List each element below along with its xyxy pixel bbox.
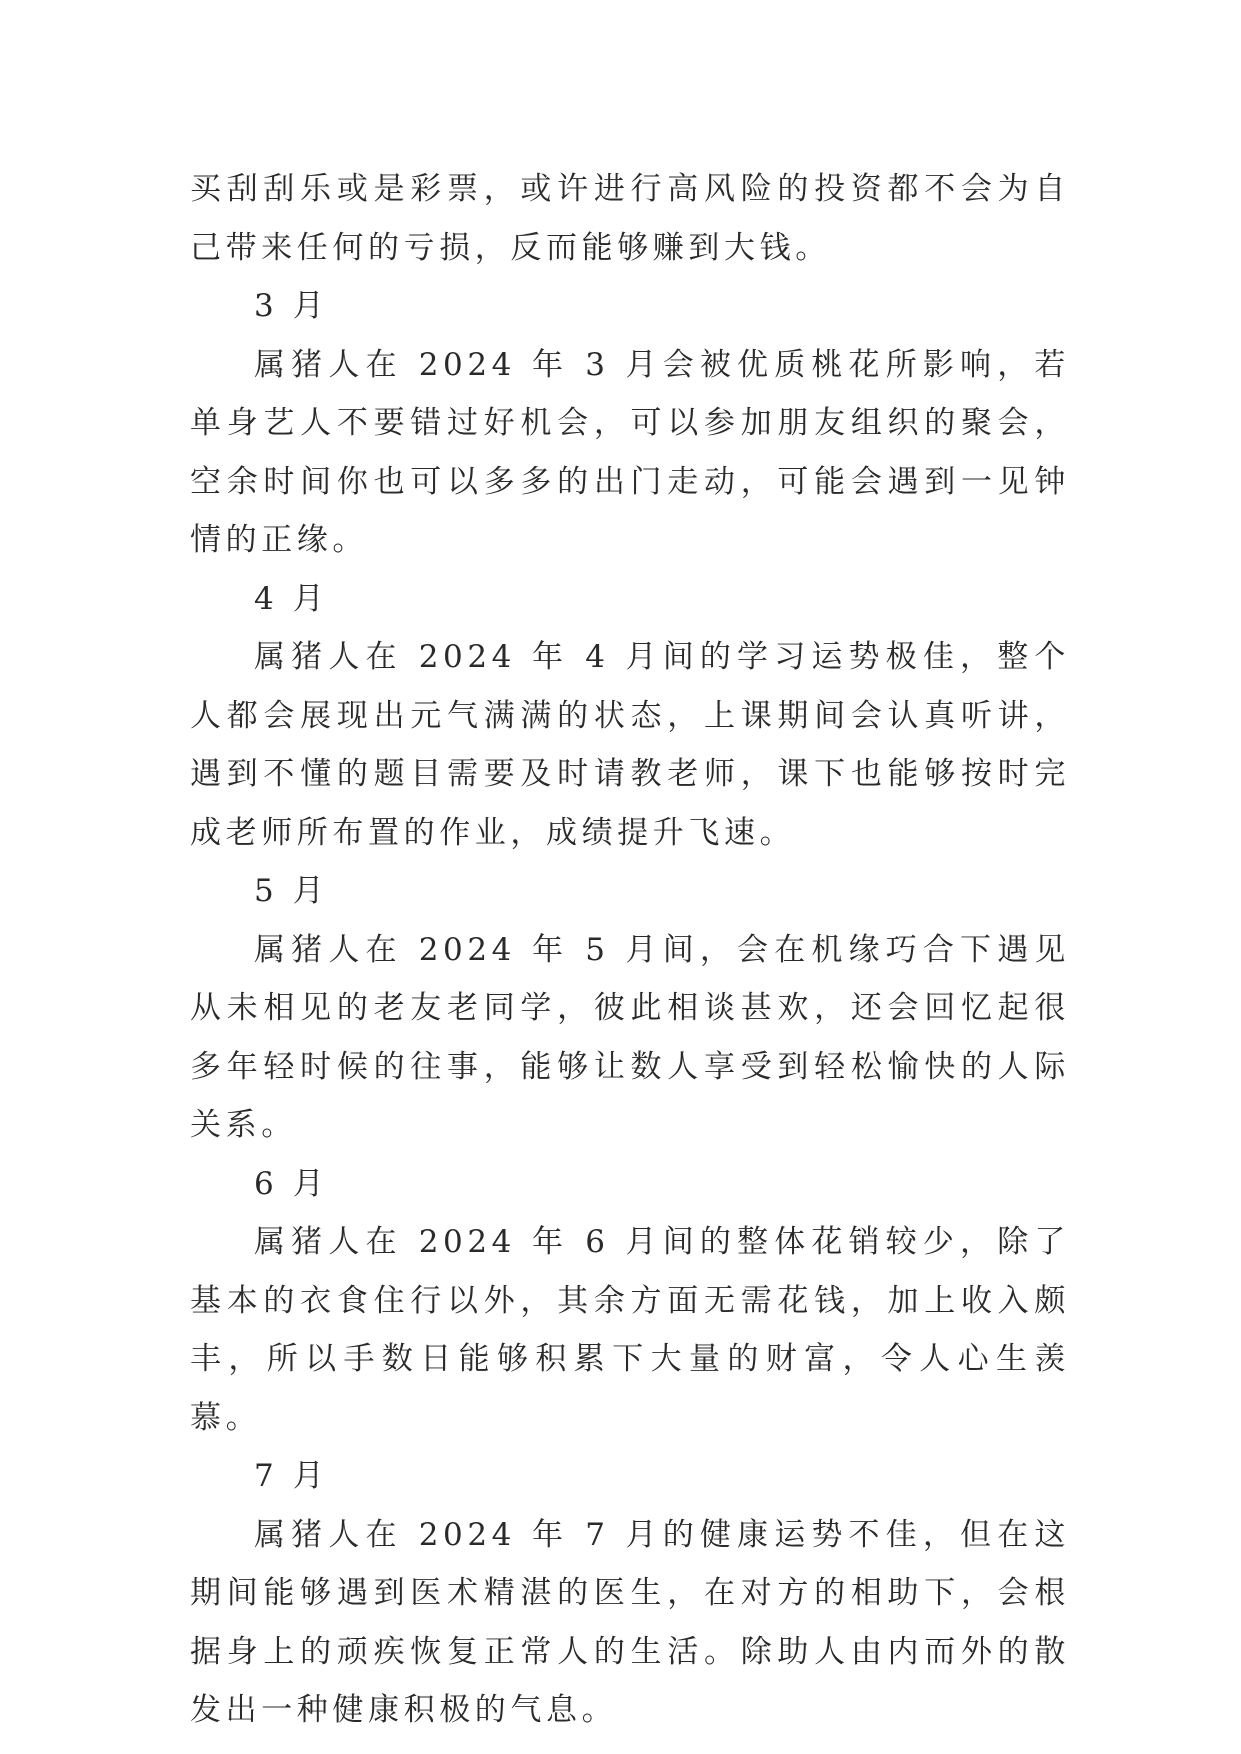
paragraph-march: 属猪人在 2024 年 3 月会被优质桃花所影响，若单身艺人不要错过好机会，可以参加朋友组织的聚会，空余时间你也可以多多的出门走动，可能会遇到一见钟情的正缘。 <box>190 346 1070 558</box>
paragraph-june: 属猪人在 2024 年 6 月间的整体花销较少，除了基本的衣食住行以外，其余方面无需花钱，加上收入颇丰，所以手数日能够积累下大量的财富，令人心生羡慕。 <box>190 1224 1070 1436</box>
paragraph-april: 属猪人在 2024 年 4 月间的学习运势极佳，整个人都会展现出元气满满的状态，上课期间会认真听讲，遇到不懂的题目需要及时请教老师，课下也能够按时完成老师所布置的作业，成绩提升飞速。 <box>190 639 1070 851</box>
document-body <box>190 160 1070 1740</box>
month-heading-july: 7 月 <box>254 1458 329 1494</box>
month-heading-june: 6 月 <box>254 1165 329 1202</box>
paragraph-may: 属猪人在 2024 年 5 月间，会在机缘巧合下遇见从未相见的老友老同学，彼此相谈甚欢，还会回忆起很多年轻时候的往事，能够让数人享受到轻松愉快的人际关系。 <box>190 931 1070 1143</box>
month-heading-march: 3 月 <box>254 288 329 324</box>
paragraph-july: 属猪人在 2024 年 7 月的健康运势不佳，但在这期间能够遇到医术精湛的医生，在对方的相助下，会根据身上的顽疾恢复正常人的生活。除助人由内而外的散发出一种健康积极的气息。 <box>190 1516 1070 1728</box>
month-heading-april: 4 月 <box>254 580 329 617</box>
month-heading-may: 5 月 <box>254 873 329 909</box>
paragraph-continued: 买刮刮乐或是彩票，或许进行高风险的投资都不会为自己带来任何的亏损，反而能够赚到大钱。 <box>190 171 1070 266</box>
